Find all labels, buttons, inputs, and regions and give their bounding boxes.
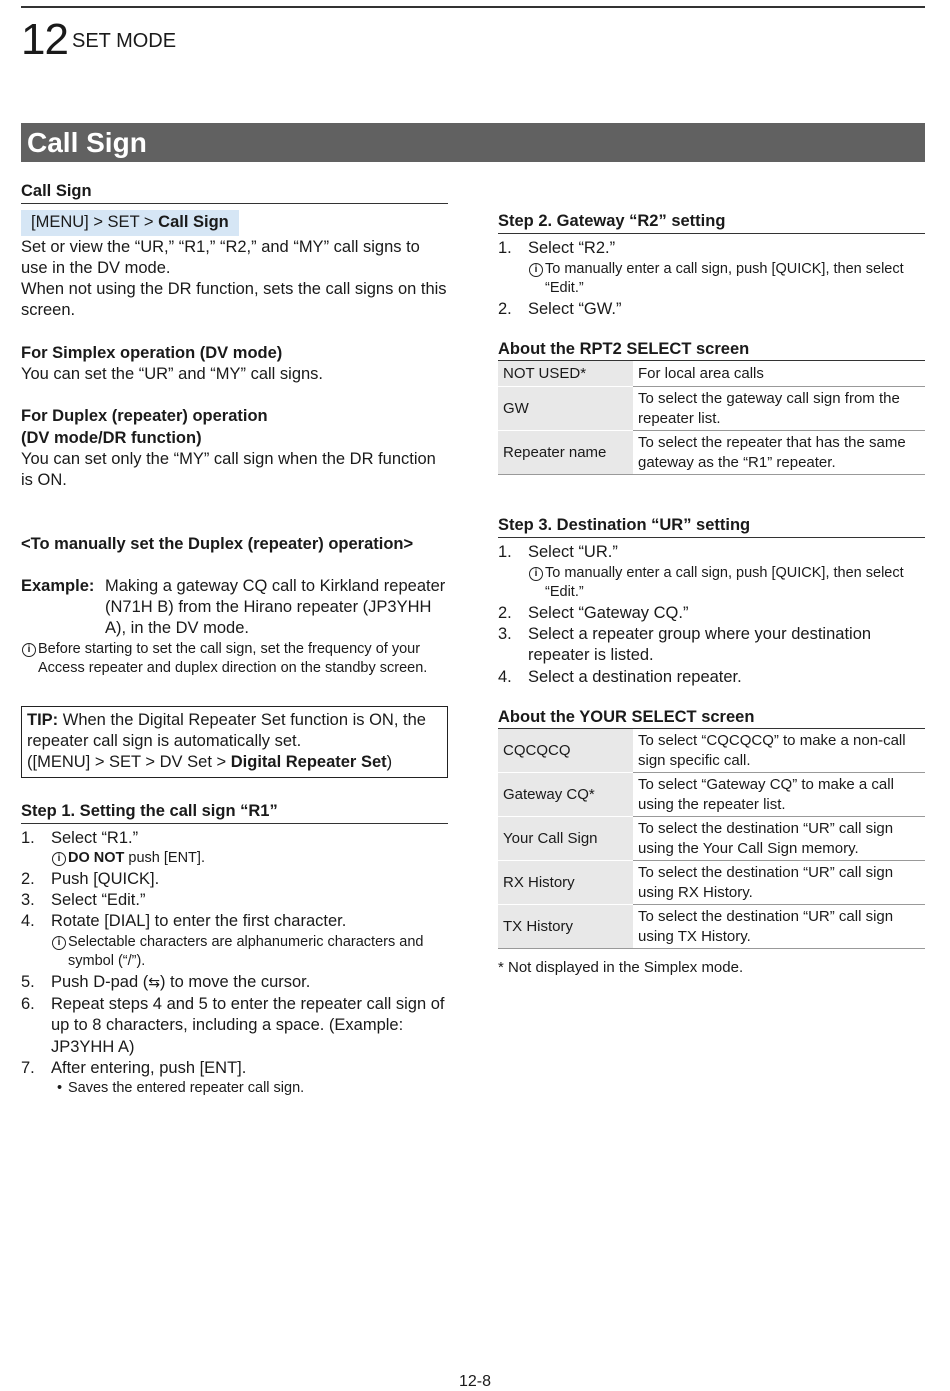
your-table [498, 728, 925, 949]
list-item: 6. Repeat steps 4 and 5 to enter the repeater call sign of up to 8 characters, including a space. (Example: JP3YHH A) [21, 994, 445, 1056]
step-note: i To manually enter a call sign, push [QUICK], then select “Edit.” [528, 260, 925, 299]
table-row: Your Call Sign To select the destination “UR” call sign using the Your Call Sign memory. [498, 817, 925, 861]
table-row: GW To select the gateway call sign from the repeater list. [498, 387, 925, 431]
step-note: i Selectable characters are alphanumeric characters and symbol (“/”). [51, 933, 448, 972]
tip-label: TIP: [27, 710, 59, 729]
chapter-title: SET MODE [72, 30, 177, 52]
table-row: Gateway CQ* To select “Gateway CQ” to make a call using the repeater list. [498, 773, 925, 817]
list-item: 7. After entering, push [ENT]. • Saves the entered repeater call sign. [21, 1058, 448, 1099]
list-item: 2. Select “GW.” [498, 299, 622, 318]
rpt2-table [498, 360, 925, 475]
before-note: i Before starting to set the call sign, set the frequency of your Access repeater and duplex direction on the standby screen. [21, 640, 448, 679]
tip-path-item: Digital Repeater Set [230, 753, 387, 772]
footnote: * Not displayed in the Simplex mode. [498, 959, 744, 977]
info-icon: i [52, 852, 66, 866]
list-item: 3. Select a repeater group where your destination repeater is listed. [498, 625, 872, 665]
step2-list [498, 238, 925, 320]
list-item: 2. Select “Gateway CQ.” [498, 603, 689, 622]
example-block [21, 576, 448, 640]
rpt2-heading: About the RPT2 SELECT screen [498, 339, 750, 358]
page-number: 12-8 [458, 1373, 492, 1390]
top-rule [21, 6, 925, 8]
duplex-text: You can set only the “MY” call sign when the DR function is ON. [21, 449, 436, 490]
step2-heading: Step 2. Gateway “R2” setting [498, 211, 925, 234]
list-item: 2. Push [QUICK]. [21, 869, 160, 888]
left-column [21, 181, 448, 1099]
list-item: 1. Select “R1.” i DO NOT push [ENT]. [21, 828, 448, 869]
example-text: Making a gateway CQ call to Kirkland repeater (N71H B) from the Hirano repeater (JP3YHH A), in the DV mode. [105, 576, 446, 638]
simplex-heading: For Simplex operation (DV mode) [21, 343, 283, 362]
step3-list [498, 542, 925, 687]
step-note: i To manually enter a call sign, push [QUICK], then select “Edit.” [528, 564, 925, 603]
intro-text: Set or view the “UR,” “R1,” “R2,” and “MY” call signs to use in the DV mode. [21, 237, 420, 277]
chapter-number: 12 [21, 15, 68, 64]
list-item: 4. Rotate [DIAL] to enter the first character. i Selectable characters are alphanumeric characters and symbol (“/”). [21, 911, 448, 971]
right-column [498, 211, 925, 979]
list-item: 4. Select a destination repeater. [498, 667, 742, 686]
info-icon: i [22, 643, 36, 657]
list-item: 3. Select “Edit.” [21, 891, 146, 910]
list-item: 1. Select “R2.” i To manually enter a call sign, push [QUICK], then select “Edit.” [498, 238, 925, 298]
table-row: RX History To select the destination “UR” call sign using RX History. [498, 861, 925, 905]
section-heading: Call Sign [21, 181, 448, 204]
duplex-heading-sub: (DV mode/DR function) [21, 428, 202, 447]
table-row: Repeater name To select the repeater that has the same gateway as the “R1” repeater. [498, 431, 925, 475]
step1-heading: Step 1. Setting the call sign “R1” [21, 801, 448, 824]
table-row: NOT USED* For local area calls [498, 361, 925, 387]
your-heading: About the YOUR SELECT screen [498, 707, 755, 726]
example-label: Example: [21, 576, 95, 595]
list-item: 5. Push D-pad (⇆) to move the cursor. [21, 972, 311, 991]
list-item: 1. Select “UR.” i To manually enter a call sign, push [QUICK], then select “Edit.” [498, 542, 925, 602]
step-bullet: • Saves the entered repeater call sign. [57, 1080, 305, 1097]
step3-heading: Step 3. Destination “UR” setting [498, 515, 925, 538]
manual-heading: <To manually set the Duplex (repeater) operation> [21, 534, 414, 553]
table-row: TX History To select the destination “UR” call sign using TX History. [498, 905, 925, 949]
duplex-heading: For Duplex (repeater) operation [21, 407, 268, 426]
dpad-icon: ⇆ [148, 974, 160, 991]
table-row: CQCQCQ To select “CQCQCQ” to make a non-call sign specific call. [498, 729, 925, 773]
info-icon: i [529, 263, 543, 277]
intro-text-2: When not using the DR function, sets the call signs on this screen. [21, 280, 447, 320]
menu-path-item: Call Sign [158, 213, 229, 232]
info-icon: i [52, 936, 66, 950]
section-banner [21, 123, 925, 162]
simplex-text: You can set the “UR” and “MY” call signs. [21, 365, 324, 384]
info-icon: i [529, 567, 543, 581]
tip-text: When the Digital Repeater Set function is ON, the repeater call sign is automatically set. [27, 710, 426, 751]
banner-title: Call Sign [27, 127, 147, 158]
step-note: i DO NOT push [ENT]. [51, 849, 448, 869]
step1-list [21, 828, 448, 1099]
menu-path: [MENU] > SET > Call Sign [21, 210, 239, 235]
tip-box: TIP: When the Digital Repeater Set function is ON, the repeater call sign is automatically set. ([MENU] > SET > DV Set > Digital Repeater Set) [21, 706, 448, 778]
